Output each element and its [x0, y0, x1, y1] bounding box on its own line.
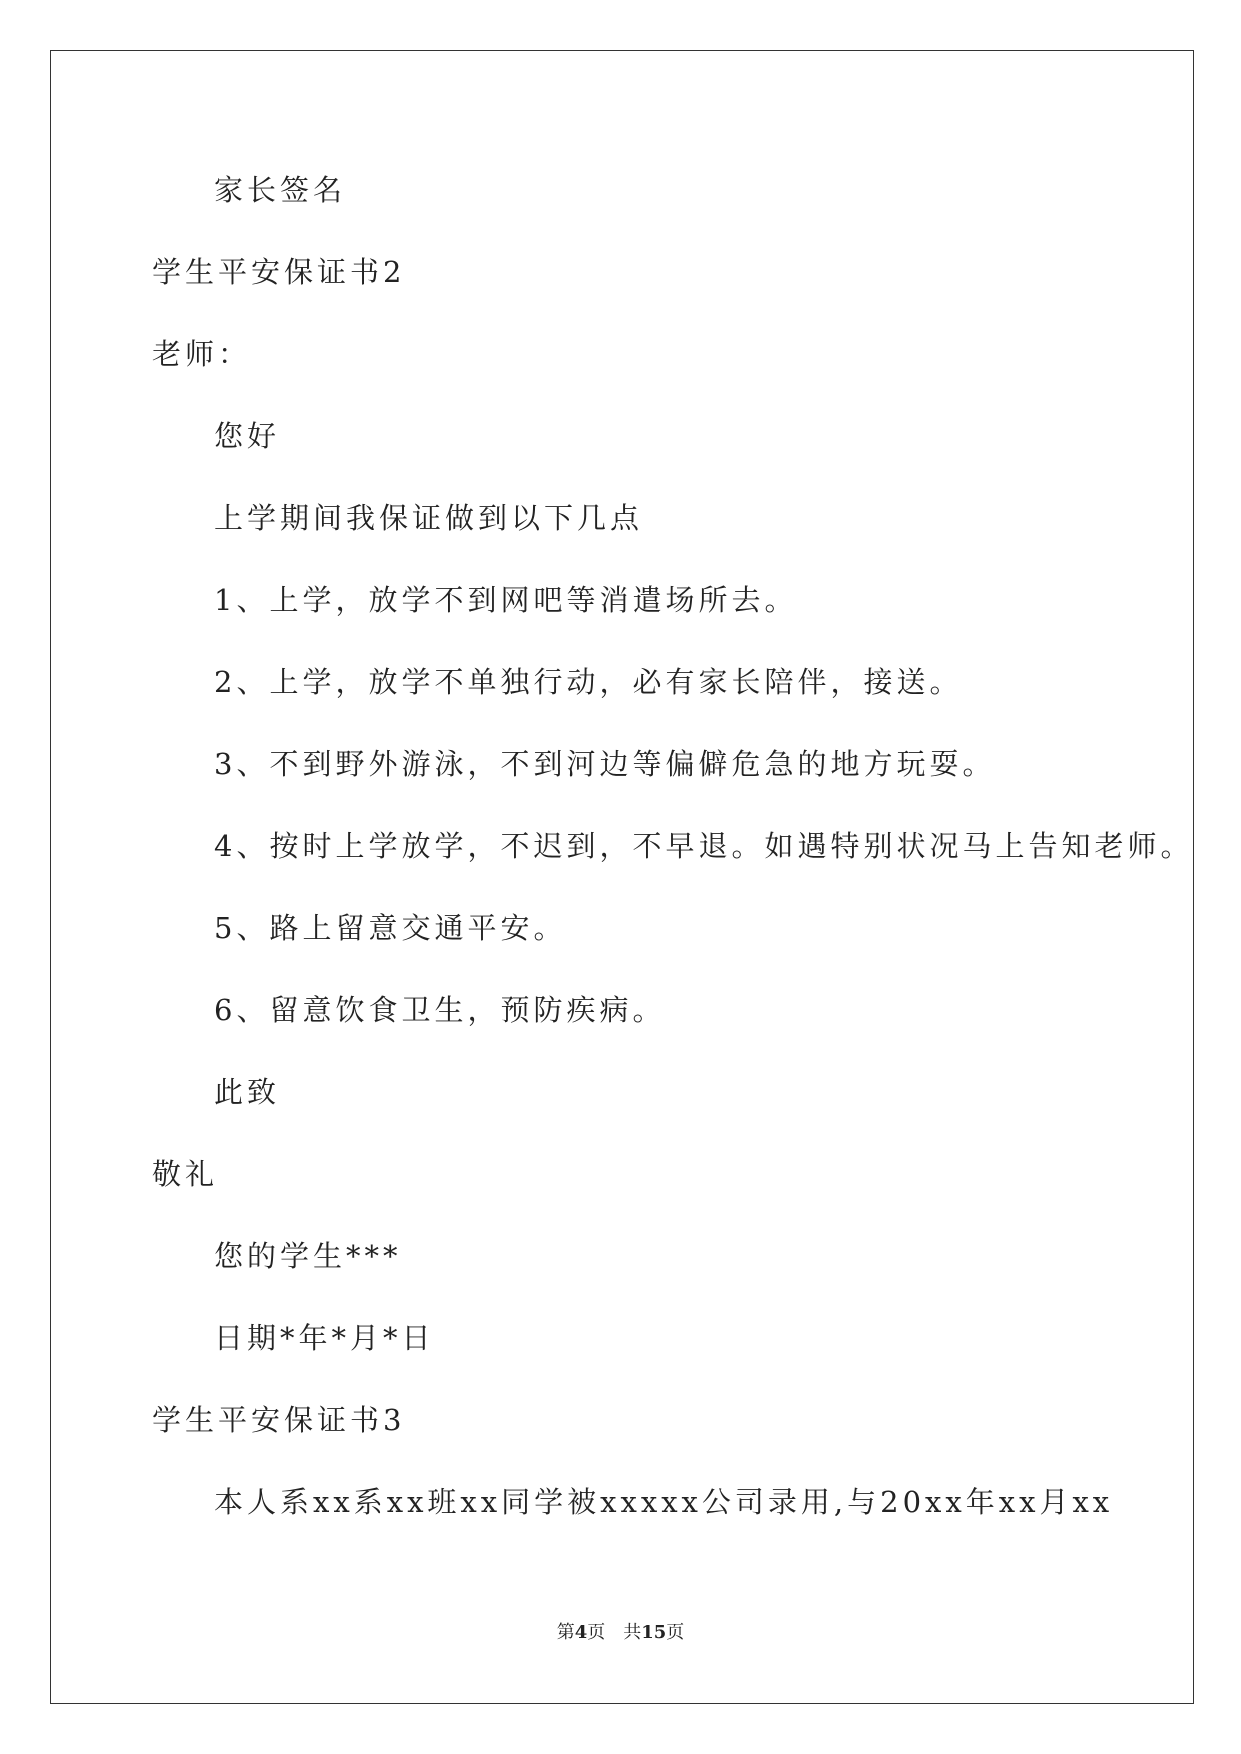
page-footer	[0, 1620, 1241, 1646]
greeting: 您好	[214, 419, 281, 453]
pledge-item-5: 5、路上留意交通平安。	[214, 911, 567, 945]
section-heading-3: 学生平安保证书3	[152, 1403, 406, 1437]
closing-phrase: 此致	[214, 1075, 281, 1109]
section-heading-2: 学生平安保证书2	[152, 255, 406, 289]
salutation: 老师：	[152, 337, 252, 371]
body-paragraph: 本人系xx系xx班xx同学被xxxxx公司录用,与20xx年xx月xx	[214, 1485, 1114, 1519]
page-number: 4	[574, 1622, 588, 1643]
pledge-item-4: 4、按时上学放学，不迟到，不早退。如遇特别状况马上告知老师。	[214, 829, 1194, 863]
page-prefix: 第	[556, 1622, 575, 1643]
pledge-item-1: 1、上学，放学不到网吧等消遣场所去。	[214, 583, 798, 617]
pledge-item-3: 3、不到野外游泳，不到河边等偏僻危急的地方玩耍。	[214, 747, 996, 781]
closing-respect: 敬礼	[152, 1157, 219, 1191]
pledge-item-6: 6、留意饮食卫生，预防疾病。	[214, 993, 666, 1027]
total-prefix: 共	[623, 1622, 642, 1643]
total-pages: 15	[641, 1622, 667, 1643]
signature-date: 日期*年*月*日	[214, 1321, 435, 1355]
parent-signature-line: 家长签名	[214, 173, 347, 207]
intro-text: 上学期间我保证做到以下几点	[214, 501, 644, 535]
signature-student: 您的学生***	[214, 1239, 402, 1273]
pledge-item-2: 2、上学，放学不单独行动，必有家长陪伴，接送。	[214, 665, 963, 699]
page-frame	[50, 50, 1194, 1704]
page-suffix: 页	[587, 1622, 606, 1643]
total-suffix: 页	[666, 1622, 685, 1643]
